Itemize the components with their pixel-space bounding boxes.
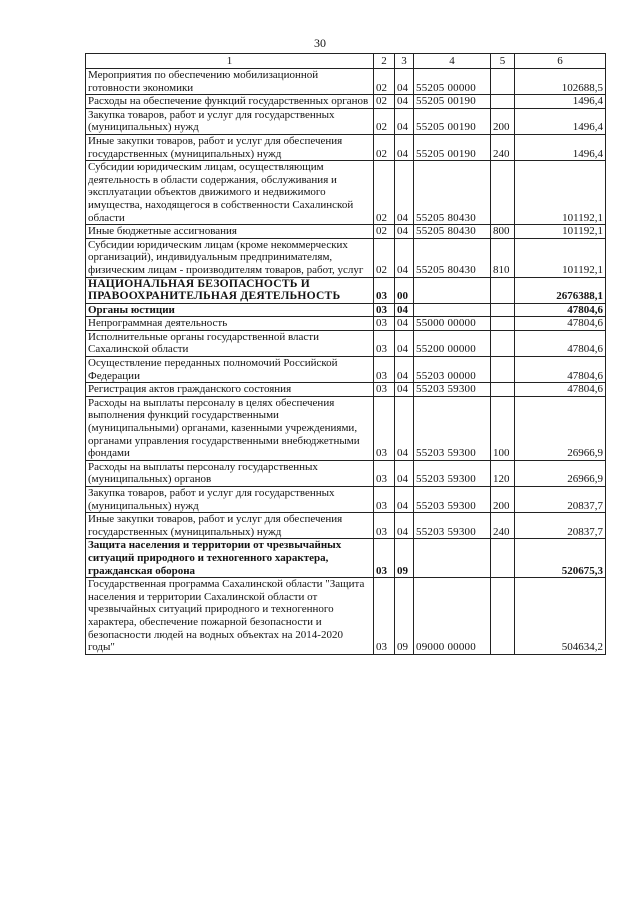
- amount: 504634,2: [515, 578, 606, 655]
- target-article-code: [414, 303, 491, 317]
- section-code: 03: [374, 303, 395, 317]
- table-row: [86, 383, 606, 397]
- item-name: Закупка товаров, работ и услуг для государственных (муниципальных) нужд: [86, 108, 374, 134]
- column-header: 5: [491, 54, 515, 69]
- column-header: 2: [374, 54, 395, 69]
- expense-type-code: 120: [491, 460, 515, 486]
- subsection-code: 04: [395, 69, 414, 95]
- item-name: Расходы на выплаты персоналу государственных (муниципальных) органов: [86, 460, 374, 486]
- target-article-code: 55205 00000: [414, 69, 491, 95]
- target-article-code: 55200 00000: [414, 330, 491, 356]
- section-code: 02: [374, 225, 395, 239]
- item-name: Расходы на обеспечение функций государственных органов: [86, 95, 374, 109]
- section-code: 03: [374, 539, 395, 578]
- subsection-code: 04: [395, 317, 414, 331]
- item-name: Осуществление переданных полномочий Российской Федерации: [86, 357, 374, 383]
- amount: 26966,9: [515, 460, 606, 486]
- section-code: 03: [374, 578, 395, 655]
- amount: 47804,6: [515, 303, 606, 317]
- section-code: 03: [374, 357, 395, 383]
- table-row: [86, 108, 606, 134]
- subsection-code: 04: [395, 303, 414, 317]
- expense-type-code: [491, 161, 515, 225]
- section-code: 02: [374, 238, 395, 277]
- amount: 26966,9: [515, 396, 606, 460]
- item-name: Иные закупки товаров, работ и услуг для обеспечения государственных (муниципальных) нужд: [86, 134, 374, 160]
- section-code: 03: [374, 396, 395, 460]
- amount: 101192,1: [515, 161, 606, 225]
- target-article-code: [414, 277, 491, 303]
- expense-type-code: [491, 539, 515, 578]
- table-row: [86, 69, 606, 95]
- expense-type-code: 200: [491, 108, 515, 134]
- target-article-code: 55205 00190: [414, 95, 491, 109]
- table-row: [86, 95, 606, 109]
- amount: 20837,7: [515, 487, 606, 513]
- expense-type-code: [491, 69, 515, 95]
- table-row: [86, 539, 606, 578]
- target-article-code: 09000 00000: [414, 578, 491, 655]
- table-row: [86, 513, 606, 539]
- section-code: 02: [374, 134, 395, 160]
- table-row: [86, 330, 606, 356]
- column-header: 4: [414, 54, 491, 69]
- subsection-code: 04: [395, 225, 414, 239]
- expense-type-code: [491, 303, 515, 317]
- section-code: 03: [374, 317, 395, 331]
- table-row: [86, 134, 606, 160]
- item-name: Регистрация актов гражданского состояния: [86, 383, 374, 397]
- target-article-code: 55203 59300: [414, 396, 491, 460]
- expense-type-code: [491, 578, 515, 655]
- expense-type-code: [491, 277, 515, 303]
- amount: 1496,4: [515, 108, 606, 134]
- item-name: Иные закупки товаров, работ и услуг для обеспечения государственных (муниципальных) нужд: [86, 513, 374, 539]
- section-code: 03: [374, 460, 395, 486]
- expense-type-code: [491, 357, 515, 383]
- target-article-code: 55203 59300: [414, 460, 491, 486]
- item-name: Мероприятия по обеспечению мобилизационной готовности экономики: [86, 69, 374, 95]
- amount: 47804,6: [515, 317, 606, 331]
- section-code: 03: [374, 513, 395, 539]
- table-row: [86, 277, 606, 303]
- item-name: Защита населения и территории от чрезвычайных ситуаций природного и техногенного характера, гражданская оборона: [86, 539, 374, 578]
- expense-type-code: [491, 383, 515, 397]
- budget-table: [85, 53, 606, 655]
- table-body: [86, 69, 606, 655]
- subsection-code: 04: [395, 95, 414, 109]
- amount: 1496,4: [515, 134, 606, 160]
- subsection-code: 04: [395, 108, 414, 134]
- target-article-code: 55205 00190: [414, 134, 491, 160]
- subsection-code: 04: [395, 513, 414, 539]
- expense-type-code: [491, 95, 515, 109]
- expense-type-code: 810: [491, 238, 515, 277]
- target-article-code: 55205 80430: [414, 225, 491, 239]
- expense-type-code: [491, 317, 515, 331]
- item-name: НАЦИОНАЛЬНАЯ БЕЗОПАСНОСТЬ И ПРАВООХРАНИТЕЛЬНАЯ ДЕЯТЕЛЬНОСТЬ: [86, 277, 374, 303]
- expense-type-code: 240: [491, 513, 515, 539]
- item-name: Органы юстиции: [86, 303, 374, 317]
- table-row: [86, 460, 606, 486]
- target-article-code: [414, 539, 491, 578]
- target-article-code: 55205 80430: [414, 161, 491, 225]
- amount: 47804,6: [515, 383, 606, 397]
- amount: 2676388,1: [515, 277, 606, 303]
- target-article-code: 55203 59300: [414, 513, 491, 539]
- subsection-code: 04: [395, 238, 414, 277]
- target-article-code: 55205 80430: [414, 238, 491, 277]
- column-header: 3: [395, 54, 414, 69]
- page-number: 30: [314, 36, 326, 50]
- table-row: [86, 396, 606, 460]
- item-name: Субсидии юридическим лицам, осуществляющим деятельность в области содержания, обслуживания и эксплуатации объектов движимого и недвижимого имущества, находящегося в собственности Сахалинской области: [86, 161, 374, 225]
- expense-type-code: 200: [491, 487, 515, 513]
- item-name: Закупка товаров, работ и услуг для государственных (муниципальных) нужд: [86, 487, 374, 513]
- item-name: Исполнительные органы государственной власти Сахалинской области: [86, 330, 374, 356]
- amount: 101192,1: [515, 238, 606, 277]
- table-row: [86, 317, 606, 331]
- target-article-code: 55203 59300: [414, 487, 491, 513]
- expense-type-code: 100: [491, 396, 515, 460]
- amount: 102688,5: [515, 69, 606, 95]
- item-name: Иные бюджетные ассигнования: [86, 225, 374, 239]
- target-article-code: 55205 00190: [414, 108, 491, 134]
- section-code: 03: [374, 277, 395, 303]
- item-name: Государственная программа Сахалинской области "Защита населения и территории Сахалинской области от чрезвычайных ситуаций природного и техногенного характера, обеспечение пожарной безопасности и безопасности людей на водных объектах на 2014-2020 годы": [86, 578, 374, 655]
- subsection-code: 04: [395, 396, 414, 460]
- subsection-code: 04: [395, 357, 414, 383]
- subsection-code: 04: [395, 161, 414, 225]
- item-name: Расходы на выплаты персоналу в целях обеспечения выполнения функций государственными (муниципальными) органами, казенными учреждениями, органами управления государственными внебюджетными фондами: [86, 396, 374, 460]
- table-row: [86, 303, 606, 317]
- section-code: 02: [374, 69, 395, 95]
- section-code: 02: [374, 95, 395, 109]
- target-article-code: 55203 00000: [414, 357, 491, 383]
- amount: 520675,3: [515, 539, 606, 578]
- table-row: [86, 578, 606, 655]
- table-row: [86, 225, 606, 239]
- subsection-code: 04: [395, 383, 414, 397]
- table-row: [86, 161, 606, 225]
- target-article-code: 55203 59300: [414, 383, 491, 397]
- subsection-code: 04: [395, 134, 414, 160]
- item-name: Субсидии юридическим лицам (кроме некоммерческих организаций), индивидуальным предпринимателям, физическим лицам - производителям товаров, работ, услуг: [86, 238, 374, 277]
- table-row: [86, 357, 606, 383]
- subsection-code: 09: [395, 578, 414, 655]
- section-code: 03: [374, 383, 395, 397]
- subsection-code: 04: [395, 330, 414, 356]
- amount: 20837,7: [515, 513, 606, 539]
- subsection-code: 09: [395, 539, 414, 578]
- subsection-code: 04: [395, 460, 414, 486]
- amount: 101192,1: [515, 225, 606, 239]
- subsection-code: 04: [395, 487, 414, 513]
- subsection-code: 00: [395, 277, 414, 303]
- section-code: 03: [374, 487, 395, 513]
- section-code: 02: [374, 161, 395, 225]
- amount: 47804,6: [515, 330, 606, 356]
- expense-type-code: 240: [491, 134, 515, 160]
- item-name: Непрограммная деятельность: [86, 317, 374, 331]
- section-code: 03: [374, 330, 395, 356]
- table-row: [86, 487, 606, 513]
- expense-type-code: 800: [491, 225, 515, 239]
- expense-type-code: [491, 330, 515, 356]
- table-header-row: [86, 54, 606, 69]
- table-row: [86, 238, 606, 277]
- amount: 47804,6: [515, 357, 606, 383]
- target-article-code: 55000 00000: [414, 317, 491, 331]
- column-header: 6: [515, 54, 606, 69]
- amount: 1496,4: [515, 95, 606, 109]
- column-header: 1: [86, 54, 374, 69]
- section-code: 02: [374, 108, 395, 134]
